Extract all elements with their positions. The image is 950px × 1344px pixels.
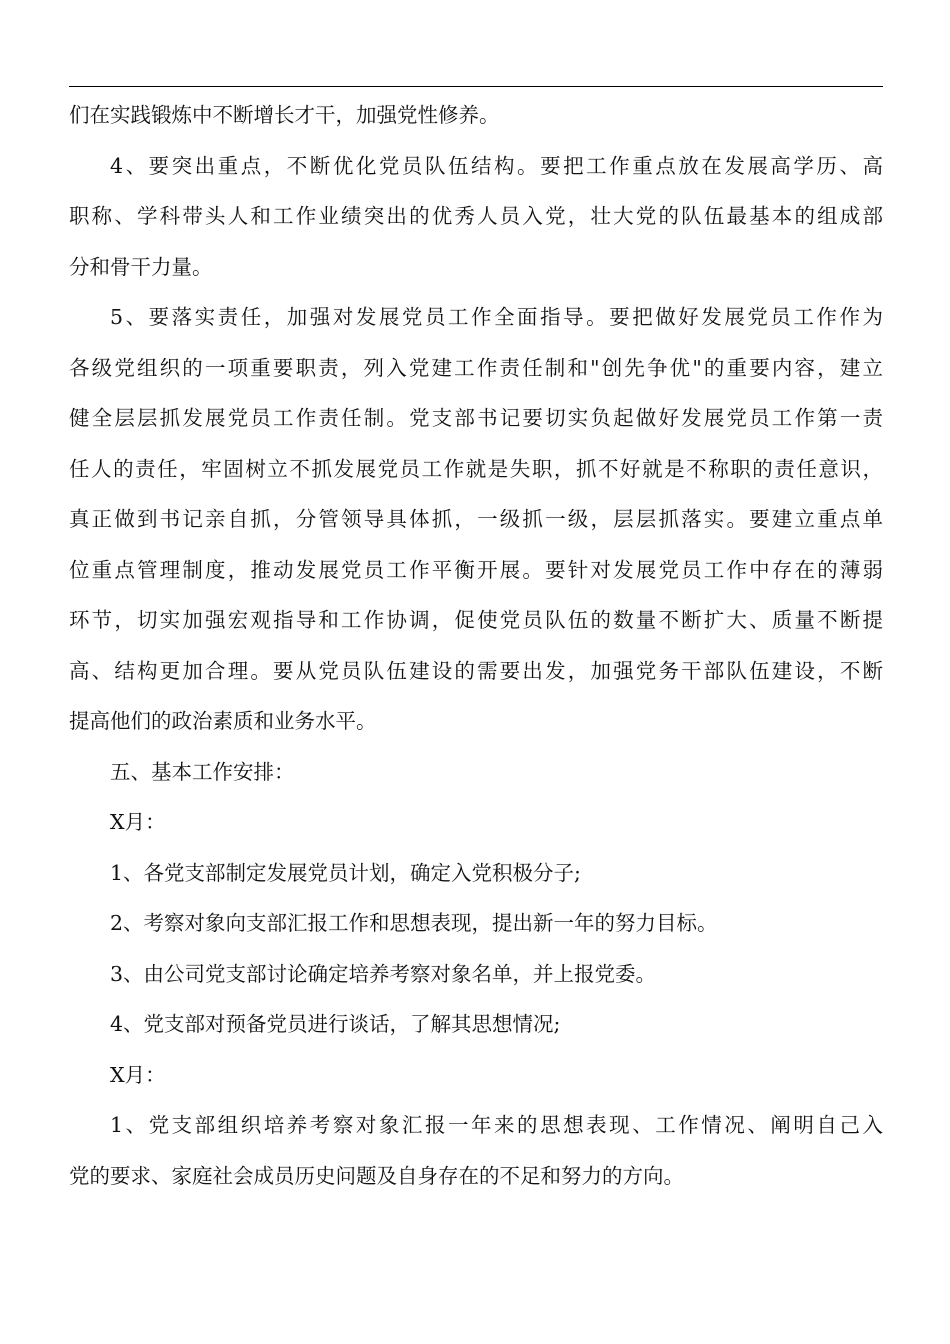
text-line: 1、各党支部制定发展党员计划，确定入党积极分子; [110,860,581,885]
text-line: 分和骨干力量。 [69,254,213,279]
text-line: 任人的责任，牢固树立不抓发展党员工作就是失职，抓不好就是不称职的责任意识， [69,456,883,481]
text-line: 提高他们的政治素质和业务水平。 [69,709,377,733]
text-line: 健全层层抓发展党员工作责任制。党支部书记要切实负起做好发展党员工作第一责 [69,406,883,430]
text-line: 们在实践锻炼中不断增长才干，加强党性修养。 [69,103,500,127]
text-line: 4、要突出重点，不断优化党员队伍结构。要把工作重点放在发展高学历、高 [110,153,883,178]
month-heading: X月： [110,1062,166,1087]
header-rule [69,86,883,87]
text-line: 4、党支部对预备党员进行谈话，了解其思想情况; [110,1012,561,1036]
text-line: 职称、学科带头人和工作业绩突出的优秀人员入党，壮大党的队伍最基本的组成部 [69,204,883,228]
text-line: 党的要求、家庭社会成员历史问题及自身存在的不足和努力的方向。 [69,1163,684,1188]
text-line: 环节，切实加强宏观指导和工作协调，促使党员队伍的数量不断扩大、质量不断提 [69,608,883,632]
text-line: 1、党支部组织培养考察对象汇报一年来的思想表现、工作情况、阐明自己入 [110,1113,883,1137]
document-body [69,90,883,1201]
text-line: 位重点管理制度，推动发展党员工作平衡开展。要针对发展党员工作中存在的薄弱 [69,557,883,582]
text-line: 3、由公司党支部讨论确定培养考察对象名单，并上报党委。 [110,961,657,986]
text-line: 5、要落实责任，加强对发展党员工作全面指导。要把做好发展党员工作作为 [110,305,883,329]
text-line: 2、考察对象向支部汇报工作和思想表现，提出新一年的努力目标。 [110,911,718,935]
text-line: 各级党组织的一项重要职责，列入党建工作责任制和"创先争优"的重要内容，建立 [69,355,883,380]
text-line: 高、结构更加合理。要从党员队伍建设的需要出发，加强党务干部队伍建设，不断 [69,658,883,683]
section-heading: 五、基本工作安排： [110,759,295,784]
text-line: 真正做到书记亲自抓，分管领导具体抓，一级抓一级，层层抓落实。要建立重点单 [69,507,883,531]
month-heading: X月： [110,810,166,834]
